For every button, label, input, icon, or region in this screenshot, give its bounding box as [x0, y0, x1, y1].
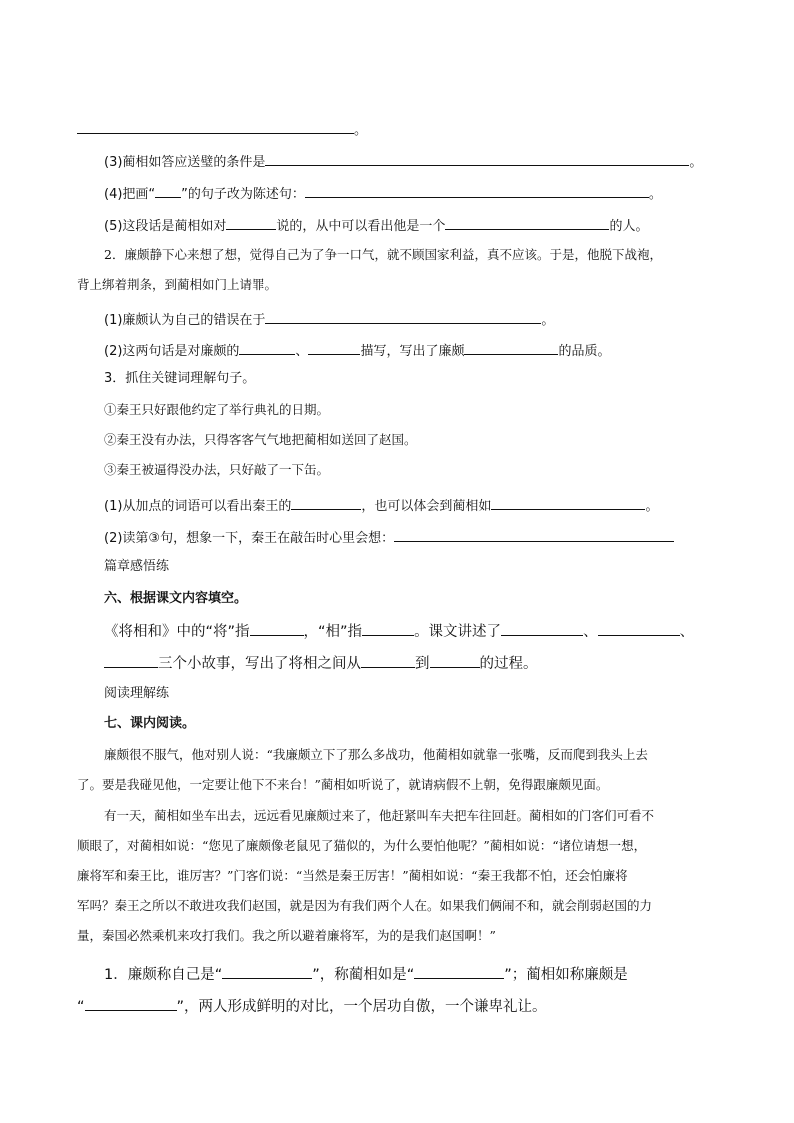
answer-blank[interactable]: [305, 182, 649, 198]
question-2-2: (2)这两句话是对廉颇的 、 描写，写出了廉颇 的品质。: [104, 339, 610, 362]
question-2-1: (1)廉颇认为自己的错误在于 。: [104, 308, 554, 331]
answer-blank[interactable]: [394, 526, 674, 542]
answer-blank[interactable]: [361, 652, 415, 668]
question-3-1: (1)从加点的词语可以看出秦王的 ，也可以体会到蔺相如 。: [104, 494, 658, 517]
passage-p1-line2: 了。要是我碰见他，一定要让他下不来台！”蔺相如听说了，就请病假不上朝，免得跟廉颇见面。: [77, 777, 609, 792]
question-2-text-line2: 背上绑着荆条，到蔺相如门上请罪。: [77, 277, 278, 292]
section-6-line-2: 三个小故事，写出了将相之间从 到 的过程。: [104, 652, 538, 674]
passage-p2-line2: 顺眼了，对蔺相如说：“您见了廉颇像老鼠见了猫似的，为什么要怕他呢？”蔺相如说：“诸位请想一想，: [77, 838, 647, 853]
answer-blank[interactable]: [250, 620, 304, 636]
question-7-1-line2: “ ”，两人形成鲜明的对比，一个居功自傲，一个谦卑礼让。: [77, 995, 547, 1017]
answer-blank[interactable]: [265, 150, 689, 166]
passage-p2-line5: 量，秦国必然乘机来攻打我们。我之所以避着廉将军，为的是我们赵国啊！”: [77, 928, 496, 943]
answer-blank[interactable]: [464, 339, 558, 355]
answer-blank[interactable]: [445, 214, 609, 230]
passage-p1-line1: 廉颇很不服气，他对别人说：“我廉颇立下了那么多战功，他蔺相如就靠一张嘴，反而爬到我头上去: [104, 747, 648, 762]
passage-p2-line1: 有一天，蔺相如坐车出去，远远看见廉颇过来了，他赶紧叫车夫把车往回赶。蔺相如的门客们可看不: [104, 808, 655, 823]
answer-blank[interactable]: [430, 652, 480, 668]
passage-p2-line3: 廉将军和秦王比，谁厉害？”门客们说：“当然是秦王厉害！”蔺相如说：“秦王我都不怕，还会怕廉将: [77, 868, 628, 883]
section-6-title: 六、根据课文内容填空。: [104, 591, 248, 606]
answer-blank[interactable]: [414, 963, 504, 979]
answer-line-continued: 。: [77, 118, 367, 141]
answer-blank[interactable]: [222, 963, 312, 979]
answer-blank[interactable]: [104, 652, 158, 668]
section-reading-heading: 阅读理解练: [104, 686, 170, 701]
answer-blank[interactable]: [598, 620, 680, 636]
question-5-5: (5)这段话是蔺相如对 说的，从中可以看出他是一个 的人。: [104, 214, 648, 237]
question-3-title: 3．抓住关键词理解句子。: [104, 371, 256, 386]
answer-blank[interactable]: [77, 118, 354, 134]
question-2-text-line1: 2．廉颇静下心来想了想，觉得自己为了争一口气，就不顾国家利益，真不应该。于是，他脱下战袍，: [104, 247, 662, 262]
question-3-sentence-3: ③秦王被逼得没办法，只好敲了一下缶。: [104, 462, 330, 477]
answer-blank[interactable]: [291, 494, 361, 510]
question-7-1-line1: 1．廉颇称自己是“ ”，称蔺相如是“ ”；蔺相如称廉颇是: [104, 963, 628, 985]
answer-blank[interactable]: [239, 339, 295, 355]
section-7-title: 七、课内阅读。: [104, 716, 196, 731]
question-5-3: (3)蔺相如答应送璧的条件是 。: [104, 150, 702, 173]
question-3-2: (2)读第③句，想象一下，秦王在敲缶时心里会想：: [104, 526, 674, 549]
section-6-line-1: 《将相和》中的“将”指 ，“相”指 。课文讲述了 、 、: [104, 620, 694, 642]
answer-blank[interactable]: [362, 620, 414, 636]
section-piece-heading: 篇章感悟练: [104, 559, 170, 574]
question-5-4: (4)把画“ ”的句子改为陈述句： 。: [104, 182, 662, 205]
passage-p2-line4: 军吗？秦王之所以不敢进攻我们赵国，就是因为有我们两个人在。如果我们俩闹不和，就会削弱赵国的力: [77, 898, 653, 913]
answer-blank[interactable]: [491, 494, 645, 510]
answer-blank[interactable]: [85, 995, 177, 1011]
question-3-sentence-2: ②秦王没有办法，只得客客气气地把蔺相如送回了赵国。: [104, 432, 417, 447]
question-3-sentence-1: ①秦王只好跟他约定了举行典礼的日期。: [104, 402, 330, 417]
answer-blank[interactable]: [265, 308, 541, 324]
answer-blank[interactable]: [155, 182, 181, 198]
answer-blank[interactable]: [501, 620, 583, 636]
answer-blank[interactable]: [226, 214, 276, 230]
answer-blank[interactable]: [308, 339, 360, 355]
